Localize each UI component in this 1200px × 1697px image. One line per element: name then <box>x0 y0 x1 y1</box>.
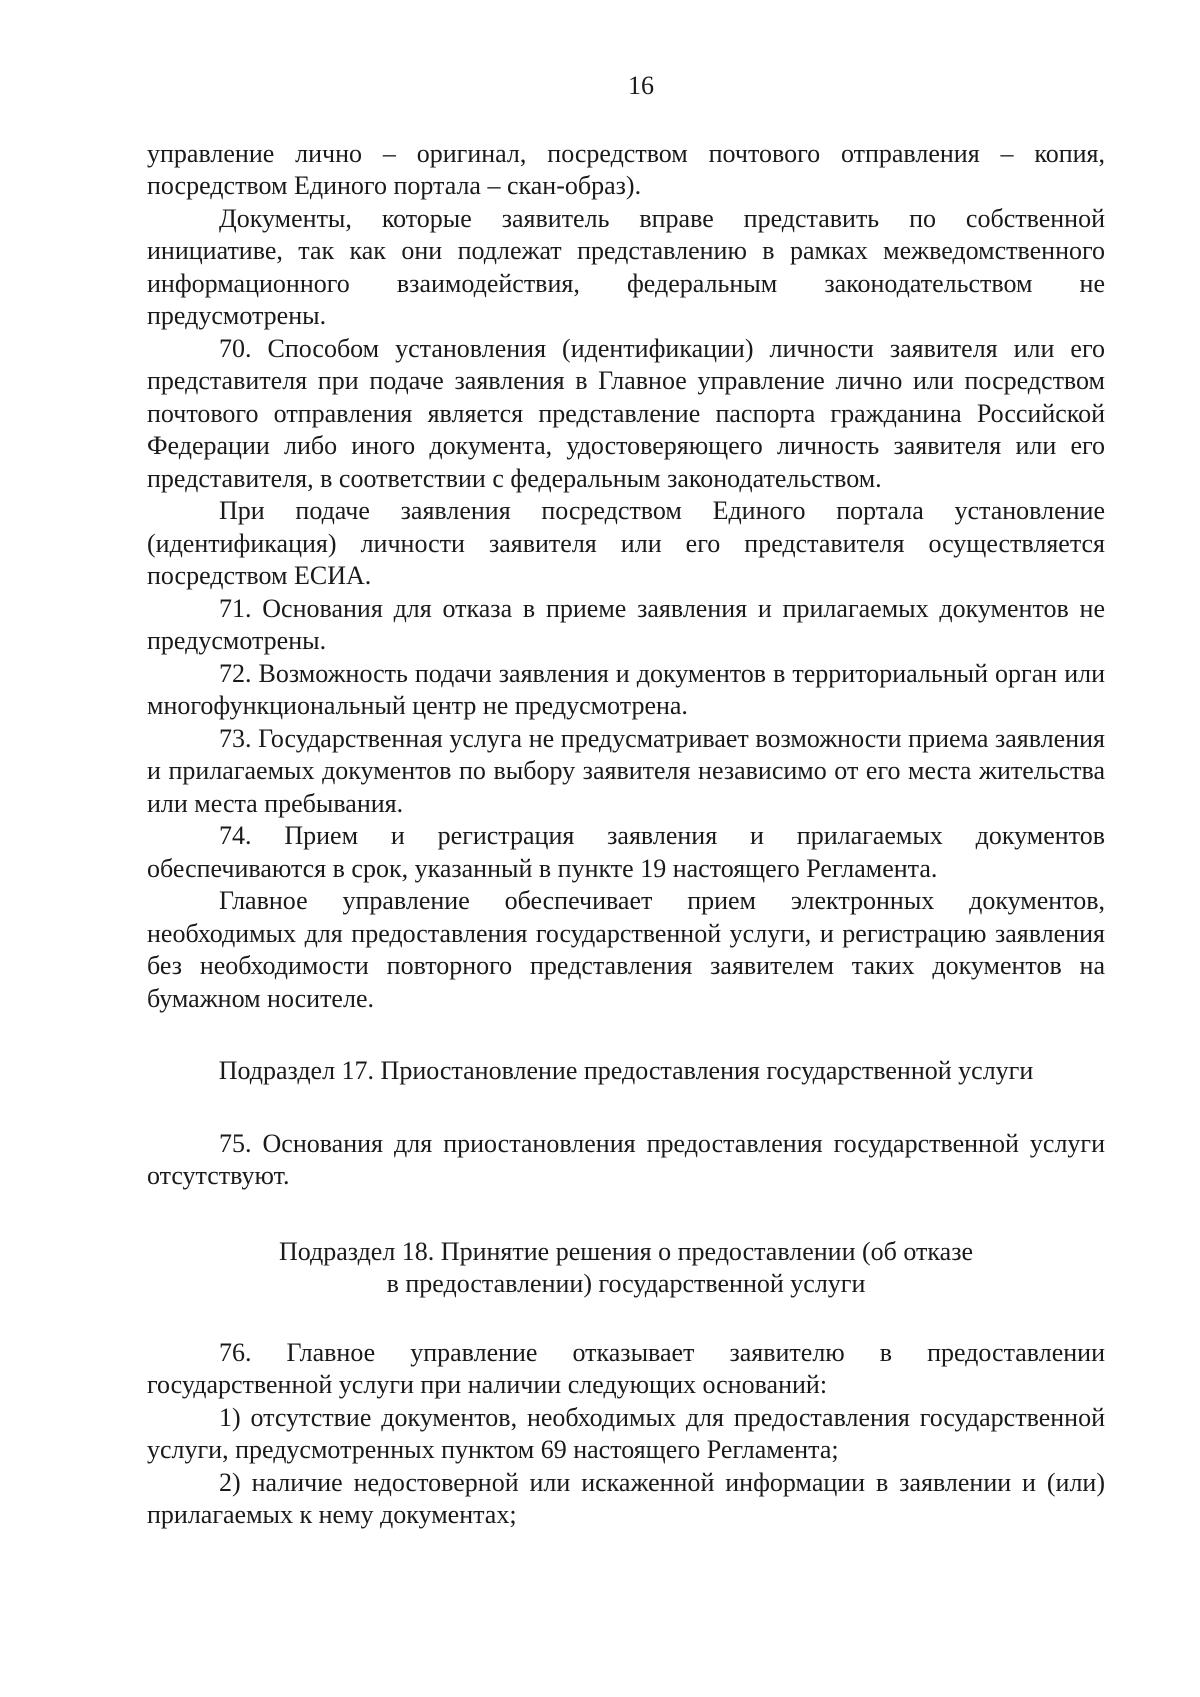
paragraph-71: 71. Основания для отказа в приеме заявления и прилагаемых документов не предусмотрены. <box>147 593 1105 655</box>
subsection-18-heading-line1: Подраздел 18. Принятие решения о предоставлении (об отказе <box>278 1236 974 1266</box>
subsection-18-heading <box>147 1236 1105 1301</box>
subsection-18-heading-line2: в предоставлении) государственной услуги <box>386 1269 866 1298</box>
paragraph-76: 76. Главное управление отказывает заявителю в предоставлении государственной услуги при наличии следующих оснований: <box>147 1337 1105 1399</box>
document-page <box>147 70 1105 1532</box>
paragraph-74: 74. Прием и регистрация заявления и прилагаемых документов обеспечиваются в срок, указанный в пункте 19 настоящего Регламента. <box>147 821 1105 883</box>
paragraph-documents-initiative: Документы, которые заявитель вправе представить по собственной инициативе, так как они подлежат представлению в рамках межведомственного информационного взаимодействия, федеральным законодательством не предусмотрены. <box>147 203 1105 330</box>
paragraph-esia: При подаче заявления посредством Единого портала установление (идентификация) личности заявителя или его представителя осуществляется посредством ЕСИА. <box>147 496 1105 590</box>
paragraph-continuation: управление лично – оригинал, посредством почтового отправления – копия, посредством Единого портала – скан-образ). <box>147 138 1105 200</box>
subsection-17-heading: Подраздел 17. Приостановление предоставления государственной услуги <box>218 1056 1034 1085</box>
paragraph-76-item-1: 1) отсутствие документов, необходимых для предоставления государственной услуги, предусмотренных пунктом 69 настоящего Регламента; <box>147 1402 1105 1464</box>
paragraph-70: 70. Способом установления (идентификации) личности заявителя или его представителя при подаче заявления в Главное управление лично или посредством почтового отправления является представление паспорта гражданина Российской Федерации либо иного документа, удостоверяющего личность заявителя или его представителя, в соответствии с федеральным законодательством. <box>147 333 1105 493</box>
paragraph-73: 73. Государственная услуга не предусматривает возможности приема заявления и прилагаемых документов по выбору заявителя независимо от его места жительства или места пребывания. <box>147 723 1105 818</box>
paragraph-76-item-2: 2) наличие недостоверной или искаженной информации в заявлении и (или) прилагаемых к нему документах; <box>147 1467 1105 1529</box>
page-number: 16 <box>628 71 654 100</box>
paragraph-75: 75. Основания для приостановления предоставления государственной услуги отсутствуют. <box>147 1128 1105 1190</box>
paragraph-72: 72. Возможность подачи заявления и документов в территориальный орган или многофункциональный центр не предусмотрена. <box>147 658 1105 720</box>
paragraph-electronic-docs: Главное управление обеспечивает прием электронных документов, необходимых для предоставления государственной услуги, и регистрацию заявления без необходимости повторного представления заявителем таких документов на бумажном носителе. <box>147 886 1105 1013</box>
